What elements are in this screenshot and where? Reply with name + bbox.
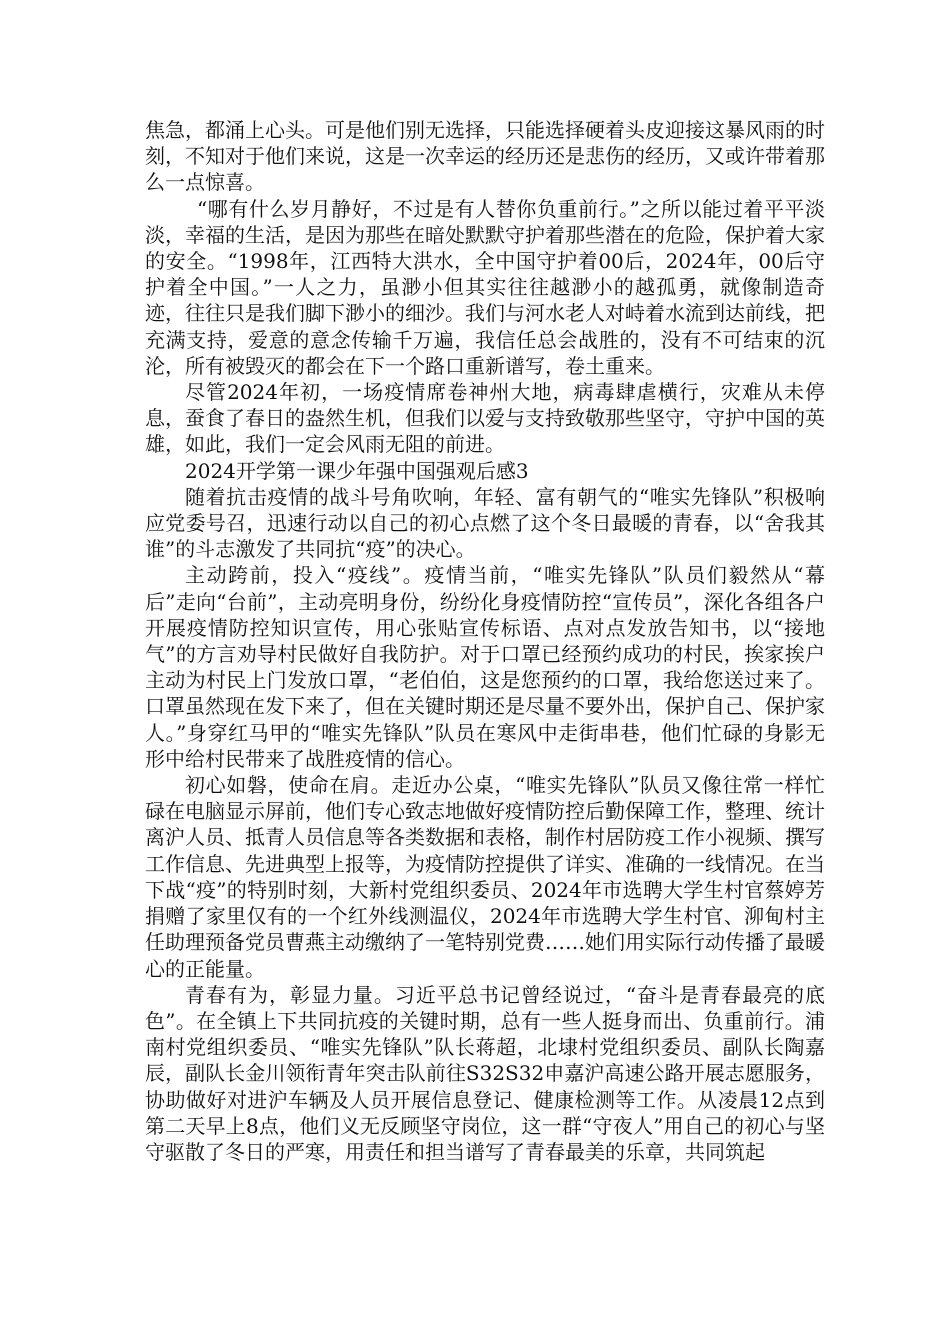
paragraph-frontline: 主动跨前，投入“疫线”。疫情当前，“唯实先锋队”队员们毅然从“幕后”走向“台前”，主动亮明身份，纷纷化身疫情防控“宣传员”，深化各组各户开展疫情防控知识宣传，用心张贴宣传标语、点对点发放告知书，以“接地气”的方言劝导村民做好自我防护。对于口罩已经预约成功的村民，挨家挨户主动为村民上门发放口罩，“老伯伯，这是您预约的口罩，我给您送过来了。口罩虽然现在发下来了，但在关键时期还是尽量不要外出，保护自己、保护家人。”身穿红马甲的“唯实先锋队”队员在寒风中走街串巷，他们忙碌的身影无形中给村民带来了战胜疫情的信心。 — [145, 563, 825, 771]
section-title: 2024开学第一课少年强中国强观后感3 — [185, 458, 529, 483]
paragraph-youth: 青春有为，彰显力量。习近平总书记曾经说过，“奋斗是青春最亮的底色”。在全镇上下共同抗疫的关键时期，总有一些人挺身而出、负重前行。浦南村党组织委员、“唯实先锋队”队长蒋超，北埭村党组织委员、副队长陶嘉辰，副队长金川领衔青年突击队前往S32S32申嘉沪高速公路开展志愿服务，协助做好对进沪车辆及人员开展信息登记、健康检测等工作。从凌晨12点到第二天早上8点，他们义无反顾坚守岗位，这一群“守夜人”用自己的初心与坚守驱散了冬日的严寒，用责任和担当谱写了青春最美的乐章，共同筑起 — [145, 982, 825, 1164]
paragraph-continuation: 焦急，都涌上心头。可是他们别无选择，只能选择硬着头皮迎接这暴风雨的时刻，不知对于他们来说，这是一次幸运的经历还是悲伤的经历，又或许带着那么一点惊喜。 — [145, 118, 825, 195]
paragraph-mission: 初心如磐，使命在肩。走近办公桌，“唯实先锋队”队员又像往常一样忙碌在电脑显示屏前，他们专心致志地做好疫情防控后勤保障工作，整理、统计离沪人员、抵青人员信息等各类数据和表格，制作村居防疫工作小视频、撰写工作信息、先进典型上报等，为疫情防控提供了详实、准确的一线情况。在当下战“疫”的特别时刻，大新村党组织委员、2024年市选聘大学生村官蔡婷芳捐赠了家里仅有的一个红外线测温仪，2024年市选聘大学生村官、泖甸村主任助理预备党员曹燕主动缴纳了一笔特别党费……她们用实际行动传播了最暖心的正能量。 — [145, 773, 825, 981]
paragraph-epidemic: 尽管2024年初，一场疫情席卷神州大地，病毒肆虐横行，灾难从未停息，蚕食了春日的盎然生机，但我们以爱与支持致敬那些坚守，守护中国的英雄，如此，我们一定会风雨无阻的前进。 — [145, 380, 825, 457]
paragraph-intro: 随着抗击疫情的战斗号角吹响，年轻、富有朝气的“唯实先锋队”积极响应党委号召，迅速行动以自己的初心点燃了这个冬日最暖的青春，以“舍我其谁”的斗志激发了共同抗“疫”的决心。 — [145, 484, 825, 562]
paragraph-quote: “哪有什么岁月静好，不过是有人替你负重前行。”之所以能过着平平淡淡，幸福的生活，是因为那些在暗处默默守护着那些潜在的危险，保护着大家的安全。“1998年，江西特大洪水，全中国守护着00后，2024年，00后守护着全中国。”一人之力，虽渺小但其实往往越渺小的越孤勇，就像制造奇迹，往往只是我们脚下渺小的细沙。我们与河水老人对峙着水流到达前线，把充满支持，爱意的意念传输千万遍，我信任总会战胜的，没有不可结束的沉沦，所有被毁灭的都会在下一个路口重新谱写，卷土重来。 — [145, 196, 825, 378]
document-page — [145, 117, 825, 1165]
